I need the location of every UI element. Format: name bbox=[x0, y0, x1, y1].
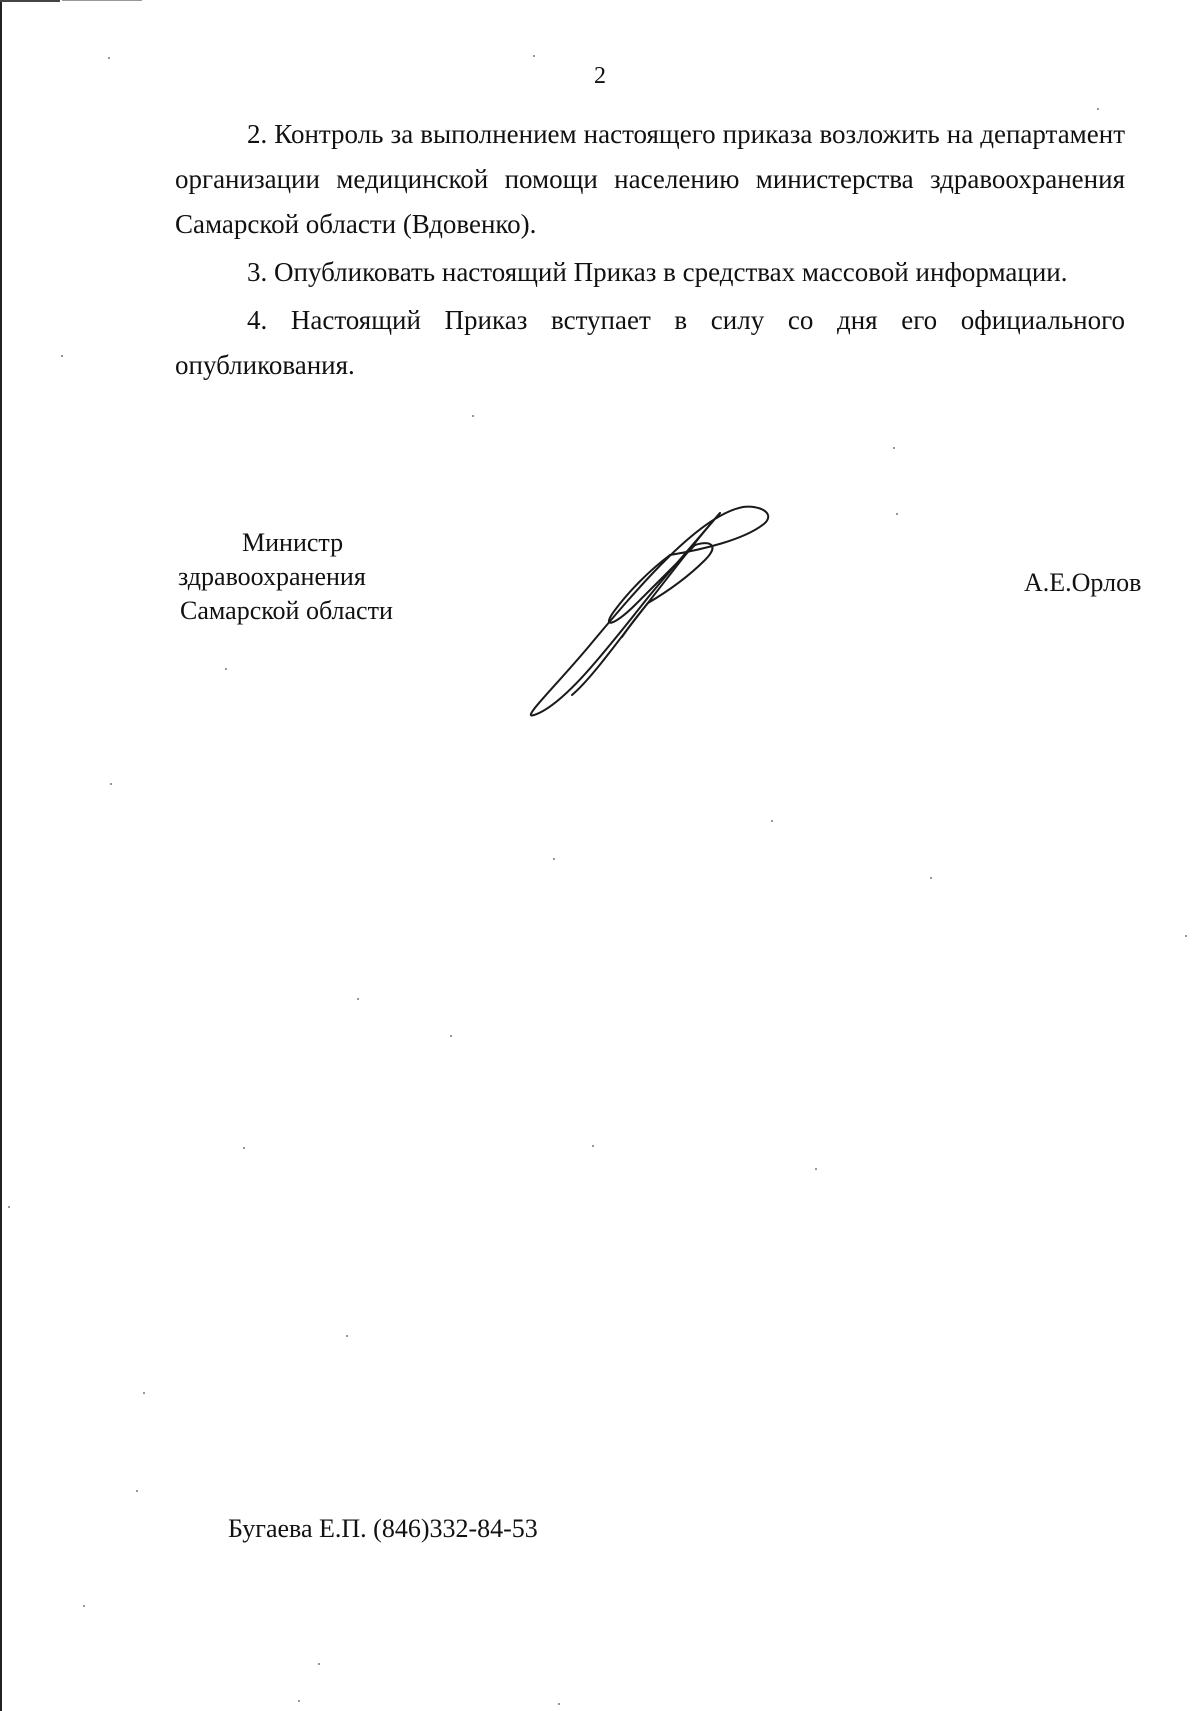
scan-speck bbox=[243, 1147, 245, 1149]
document-body bbox=[175, 112, 1125, 388]
scan-speck bbox=[896, 513, 898, 515]
scan-speck bbox=[815, 1168, 817, 1170]
scan-speck bbox=[346, 1335, 348, 1337]
scan-speck bbox=[8, 1206, 10, 1208]
scan-speck bbox=[450, 1035, 452, 1037]
page-number: 2 bbox=[594, 63, 606, 89]
signatory-position bbox=[178, 526, 393, 628]
scan-speck bbox=[357, 998, 359, 1000]
scan-speck bbox=[225, 668, 227, 670]
scan-top-edge bbox=[0, 0, 60, 2]
scan-speck bbox=[61, 355, 63, 357]
scan-speck bbox=[108, 57, 110, 59]
scan-left-edge bbox=[0, 0, 2, 1711]
scan-speck bbox=[298, 1700, 300, 1702]
scan-speck bbox=[143, 1392, 145, 1394]
signatory-name: А.Е.Орлов bbox=[1024, 568, 1142, 597]
scan-top-edge-faint bbox=[62, 0, 142, 1]
paragraph-publish: 3. Опубликовать настоящий Приказ в средствах массовой информации. bbox=[247, 257, 1068, 287]
scan-speck bbox=[771, 820, 773, 822]
executor-contact: Бугаева Е.П. (846)332-84-53 bbox=[228, 1514, 538, 1543]
scan-speck bbox=[592, 1145, 594, 1147]
handwritten-signature bbox=[520, 495, 780, 720]
scan-speck bbox=[136, 1490, 138, 1492]
scan-speck bbox=[83, 1605, 85, 1607]
scan-speck bbox=[1097, 108, 1099, 110]
signatory-org-line1: здравоохранения bbox=[178, 562, 366, 591]
scan-speck bbox=[318, 1663, 320, 1665]
paragraph-effective: 4. Настоящий Приказ вступает в силу со дня его официального опубликования. bbox=[175, 305, 1125, 380]
scan-speck bbox=[472, 415, 474, 417]
scan-speck bbox=[1185, 935, 1187, 937]
paragraph-control: 2. Контроль за выполнением настоящего приказа возложить на департамент организации медицинской помощи населению министерства здравоохранения Самарской области (Вдовенко). bbox=[175, 119, 1125, 239]
scan-speck bbox=[558, 1703, 560, 1705]
scan-speck bbox=[110, 783, 112, 785]
scan-speck bbox=[930, 877, 932, 879]
scan-speck bbox=[553, 858, 555, 860]
scan-speck bbox=[533, 55, 535, 57]
signatory-org-line2: Самарской области bbox=[180, 596, 393, 625]
scan-speck bbox=[893, 447, 895, 449]
signatory-title: Министр bbox=[242, 528, 344, 557]
